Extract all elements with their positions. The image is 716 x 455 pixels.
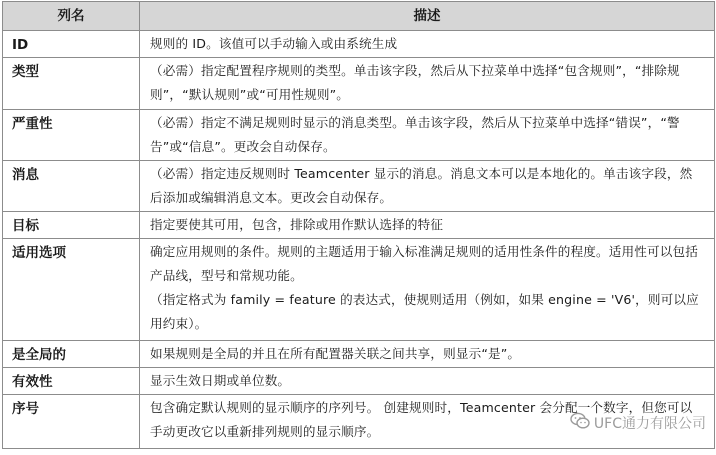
- rules-table: [2, 1, 715, 449]
- description-paragraph: 指定要使其可用，包含，排除或用作默认选择的特征: [150, 217, 444, 232]
- description-cell: [140, 341, 715, 368]
- description-cell: [140, 110, 715, 161]
- column-name-cell: 严重性: [3, 110, 140, 161]
- column-name-cell: ID: [3, 31, 140, 58]
- column-name-cell: 消息: [3, 161, 140, 212]
- header-description: 描述: [140, 2, 715, 31]
- table-row: [3, 110, 715, 161]
- description-paragraph: 显示生效日期或单位数。: [150, 373, 291, 388]
- description-paragraph: （必需）指定违反规则时 Teamcenter 显示的消息。消息文本可以是本地化的。单击该字段，然后添加或编辑消息文本。更改会自动保存。: [150, 166, 693, 205]
- description-paragraph: （必需）指定配置程序规则的类型。单击该字段，然后从下拉菜单中选择“包含规则”，“排除规则”，“默认规则”或“可用性规则”。: [150, 63, 680, 102]
- header-column-name: 列名: [3, 2, 140, 31]
- description-cell: [140, 395, 715, 449]
- description-cell: [140, 239, 715, 341]
- description-paragraph: 包含确定默认规则的显示顺序的序列号。 创建规则时，Teamcenter 会分配一个数字，但您可以手动更改它以重新排列规则的显示顺序。: [150, 400, 693, 439]
- table-header-row: [3, 2, 715, 31]
- column-name-cell: 类型: [3, 58, 140, 110]
- description-cell: [140, 368, 715, 395]
- description-paragraph: （指定格式为 family = feature 的表达式，使规则适用（例如，如果 engine = 'V6'，则可以应用约束）。: [150, 292, 699, 331]
- description-cell: [140, 31, 715, 58]
- column-name-cell: 序号: [3, 395, 140, 449]
- description-paragraph: 如果规则是全局的并且在所有配置器关联之间共享，则显示“是”。: [150, 346, 521, 361]
- description-cell: [140, 212, 715, 239]
- description-paragraph: 规则的 ID。该值可以手动输入或由系统生成: [150, 36, 398, 51]
- description-cell: [140, 58, 715, 110]
- column-name-cell: 适用选项: [3, 239, 140, 341]
- column-name-cell: 是全局的: [3, 341, 140, 368]
- table-row: [3, 395, 715, 449]
- description-paragraph: （必需）指定不满足规则时显示的消息类型。单击该字段，然后从下拉菜单中选择“错误”，“警告”或“信息”。更改会自动保存。: [150, 115, 680, 154]
- column-name-cell: 有效性: [3, 368, 140, 395]
- table-row: [3, 341, 715, 368]
- watermark-text: UFC通力有限公司: [593, 416, 706, 432]
- table-row: [3, 58, 715, 110]
- column-name-cell: 目标: [3, 212, 140, 239]
- description-paragraph: 确定应用规则的条件。规则的主题适用于输入标准满足规则的适用性条件的程度。适用性可以包括产品线，型号和常规功能。: [150, 244, 698, 283]
- table-row: [3, 31, 715, 58]
- table-row: [3, 239, 715, 341]
- table-row: [3, 212, 715, 239]
- description-cell: [140, 161, 715, 212]
- table-row: [3, 161, 715, 212]
- table-row: [3, 368, 715, 395]
